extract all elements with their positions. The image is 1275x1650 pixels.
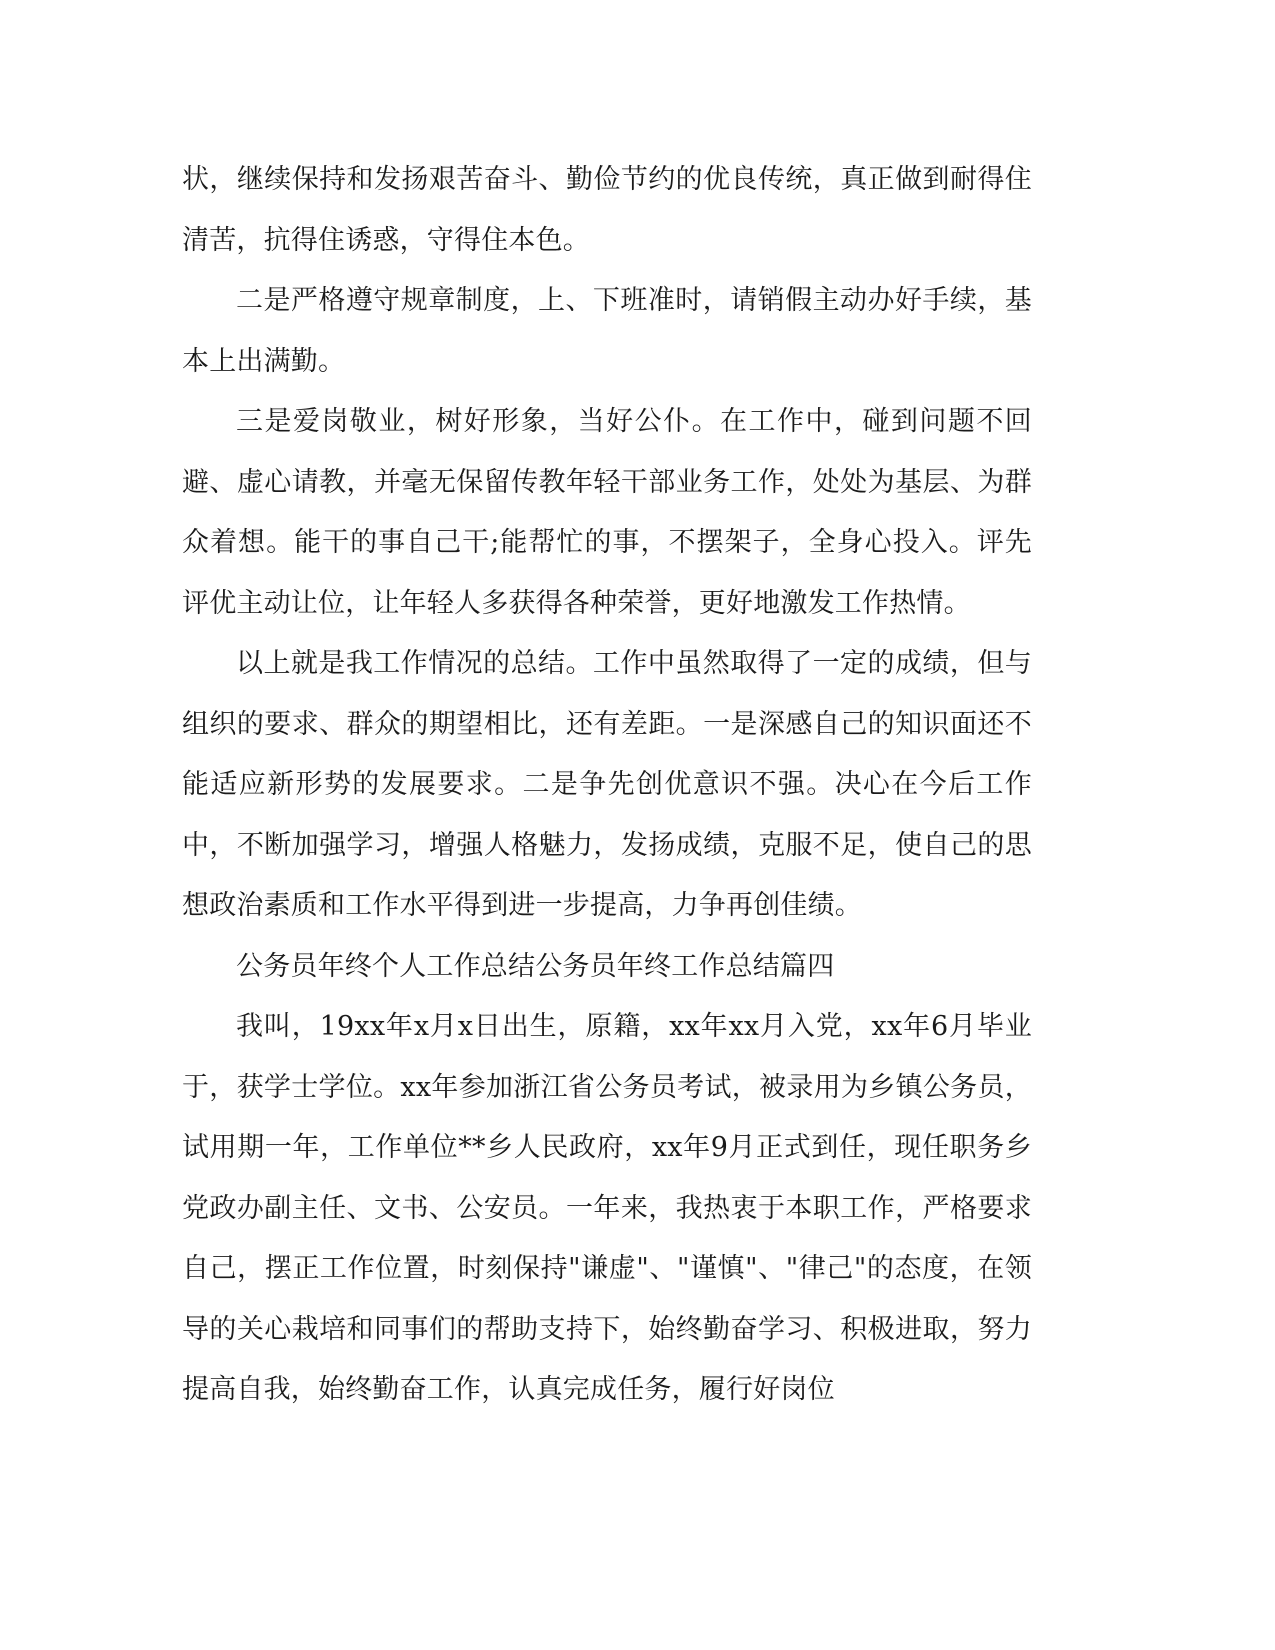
document-body xyxy=(182,150,1032,1421)
paragraph-summary: 以上就是我工作情况的总结。工作中虽然取得了一定的成绩，但与组织的要求、群众的期望相比，还有差距。一是深感自己的知识面还不能适应新形势的发展要求。二是争先创优意识不强。决心在今后工作中，不断加强学习，增强人格魅力，发扬成绩，克服不足，使自己的思想政治素质和工作水平得到进一步提高，力争再创佳绩。 xyxy=(182,648,1032,921)
section-heading: 公务员年终个人工作总结公务员年终工作总结篇四 xyxy=(236,950,835,982)
paragraph-dedication: 三是爱岗敬业，树好形象，当好公仆。在工作中，碰到问题不回避、虚心请教，并毫无保留传教年轻干部业务工作，处处为基层、为群众着想。能干的事自己干;能帮忙的事，不摆架子，全身心投入。评先评优主动让位，让年轻人多获得各种荣誉，更好地激发工作热情。 xyxy=(182,406,1032,619)
paragraph-rules: 二是严格遵守规章制度，上、下班准时，请销假主动办好手续，基本上出满勤。 xyxy=(182,285,1032,377)
paragraph-introduction: 我叫，19xx年x月x日出生，原籍，xx年xx月入党，xx年6月毕业于，获学士学位。xx年参加浙江省公务员考试，被录用为乡镇公务员，试用期一年，工作单位**乡人民政府，xx年9月正式到任，现任职务乡党政办副主任、文书、公安员。一年来，我热衷于本职工作，严格要求自己，摆正工作位置，时刻保持"谦虚"、"谨慎"、"律己"的态度，在领导的关心栽培和同事们的帮助支持下，始终勤奋学习、积极进取，努力提高自我，始终勤奋工作，认真完成任务，履行好岗位 xyxy=(182,1011,1032,1405)
paragraph-continued: 状，继续保持和发扬艰苦奋斗、勤俭节约的优良传统，真正做到耐得住清苦，抗得住诱惑，守得住本色。 xyxy=(182,164,1032,256)
